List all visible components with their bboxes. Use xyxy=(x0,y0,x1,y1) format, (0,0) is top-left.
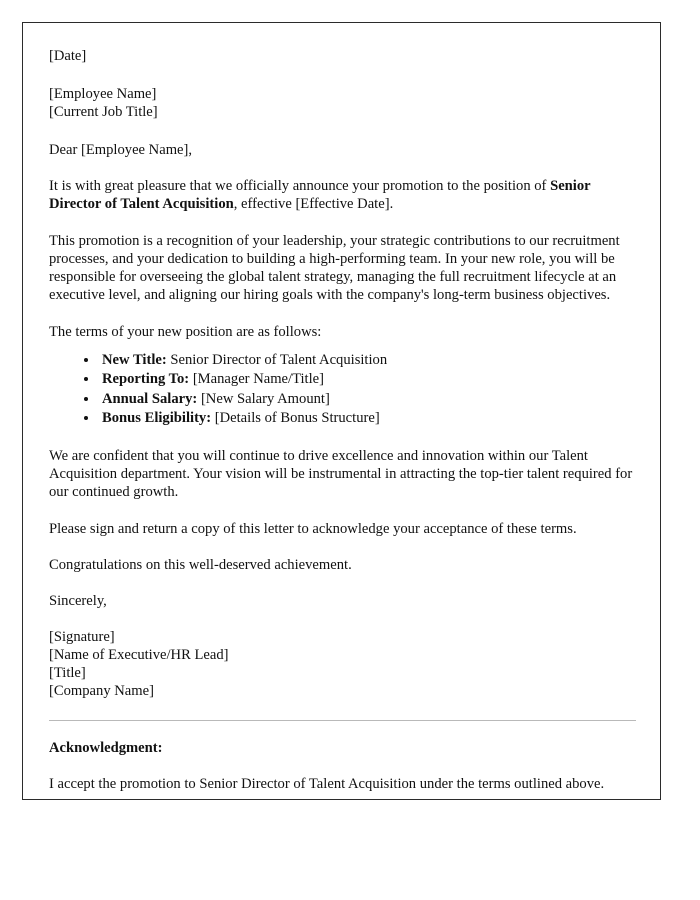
terms-list xyxy=(49,351,634,429)
spacer xyxy=(49,305,634,323)
recipient-name: [Employee Name] xyxy=(49,86,157,102)
spacer xyxy=(49,721,634,739)
spacer xyxy=(49,502,634,520)
spacer xyxy=(49,214,634,232)
spacer xyxy=(49,757,634,775)
list-item xyxy=(99,351,634,370)
spacer xyxy=(49,538,634,556)
sign-return-paragraph: Please sign and return a copy of this letter to acknowledge your acceptance of these terms. xyxy=(49,520,577,537)
term-label: Reporting To: xyxy=(102,371,190,388)
term-label: Annual Salary: xyxy=(102,390,198,407)
congratulations-paragraph: Congratulations on this well-deserved achievement. xyxy=(49,556,352,573)
spacer xyxy=(49,574,634,592)
list-item xyxy=(99,409,634,428)
spacer xyxy=(49,65,634,85)
term-label: Bonus Eligibility: xyxy=(102,410,212,427)
term-value: Senior Director of Talent Acquisition xyxy=(166,352,388,369)
confidence-paragraph: We are confident that you will continue to drive excellence and innovation within our Talent Acquisition department. Your vision will be instrumental in attracting the top-tier talent required for our continued growth. xyxy=(49,447,633,501)
opening-tail: , effective [Effective Date]. xyxy=(233,196,394,213)
opening-paragraph xyxy=(49,177,634,214)
acknowledgment-text: I accept the promotion to Senior Director of Talent Acquisition under the terms outlined above. xyxy=(49,776,605,793)
opening-lead: It is with great pleasure that we officially announce your promotion to the position of xyxy=(49,178,551,194)
list-item xyxy=(99,370,634,389)
date-placeholder: [Date] xyxy=(49,48,87,64)
salutation: Dear [Employee Name], xyxy=(49,142,193,158)
spacer xyxy=(49,610,634,628)
term-value: [Manager Name/Title] xyxy=(189,371,324,388)
recipient-block xyxy=(49,85,634,121)
spacer xyxy=(49,159,634,177)
term-label: New Title: xyxy=(102,352,167,369)
body-paragraph: This promotion is a recognition of your leadership, your strategic contributions to our recruitment processes, and your dedication to building a high-performing team. In your new role, you will be responsible for overseeing the global talent strategy, managing the full recruitment lifecycle at an executive level, and aligning our hiring goals with the company's long-term business objectives. xyxy=(49,232,620,304)
acknowledgment-heading: Acknowledgment: xyxy=(49,740,163,757)
spacer xyxy=(49,121,634,141)
spacer xyxy=(49,700,634,720)
term-value: [Details of Bonus Structure] xyxy=(211,410,380,427)
signature-title: [Title] xyxy=(49,665,86,682)
opening-new-title: Senior Director of Talent Acquisition xyxy=(49,178,591,213)
recipient-current-title: [Current Job Title] xyxy=(49,104,158,120)
signature-block xyxy=(49,628,634,700)
document-page xyxy=(22,22,661,800)
list-item xyxy=(99,390,634,409)
term-value: [New Salary Amount] xyxy=(197,390,330,407)
signature-line: [Signature] xyxy=(49,629,115,646)
document-body xyxy=(23,23,660,793)
signature-company: [Company Name] xyxy=(49,683,154,700)
closing: Sincerely, xyxy=(49,593,107,610)
signature-name: [Name of Executive/HR Lead] xyxy=(49,647,229,664)
terms-intro: The terms of your new position are as follows: xyxy=(49,323,322,340)
spacer xyxy=(49,429,634,447)
